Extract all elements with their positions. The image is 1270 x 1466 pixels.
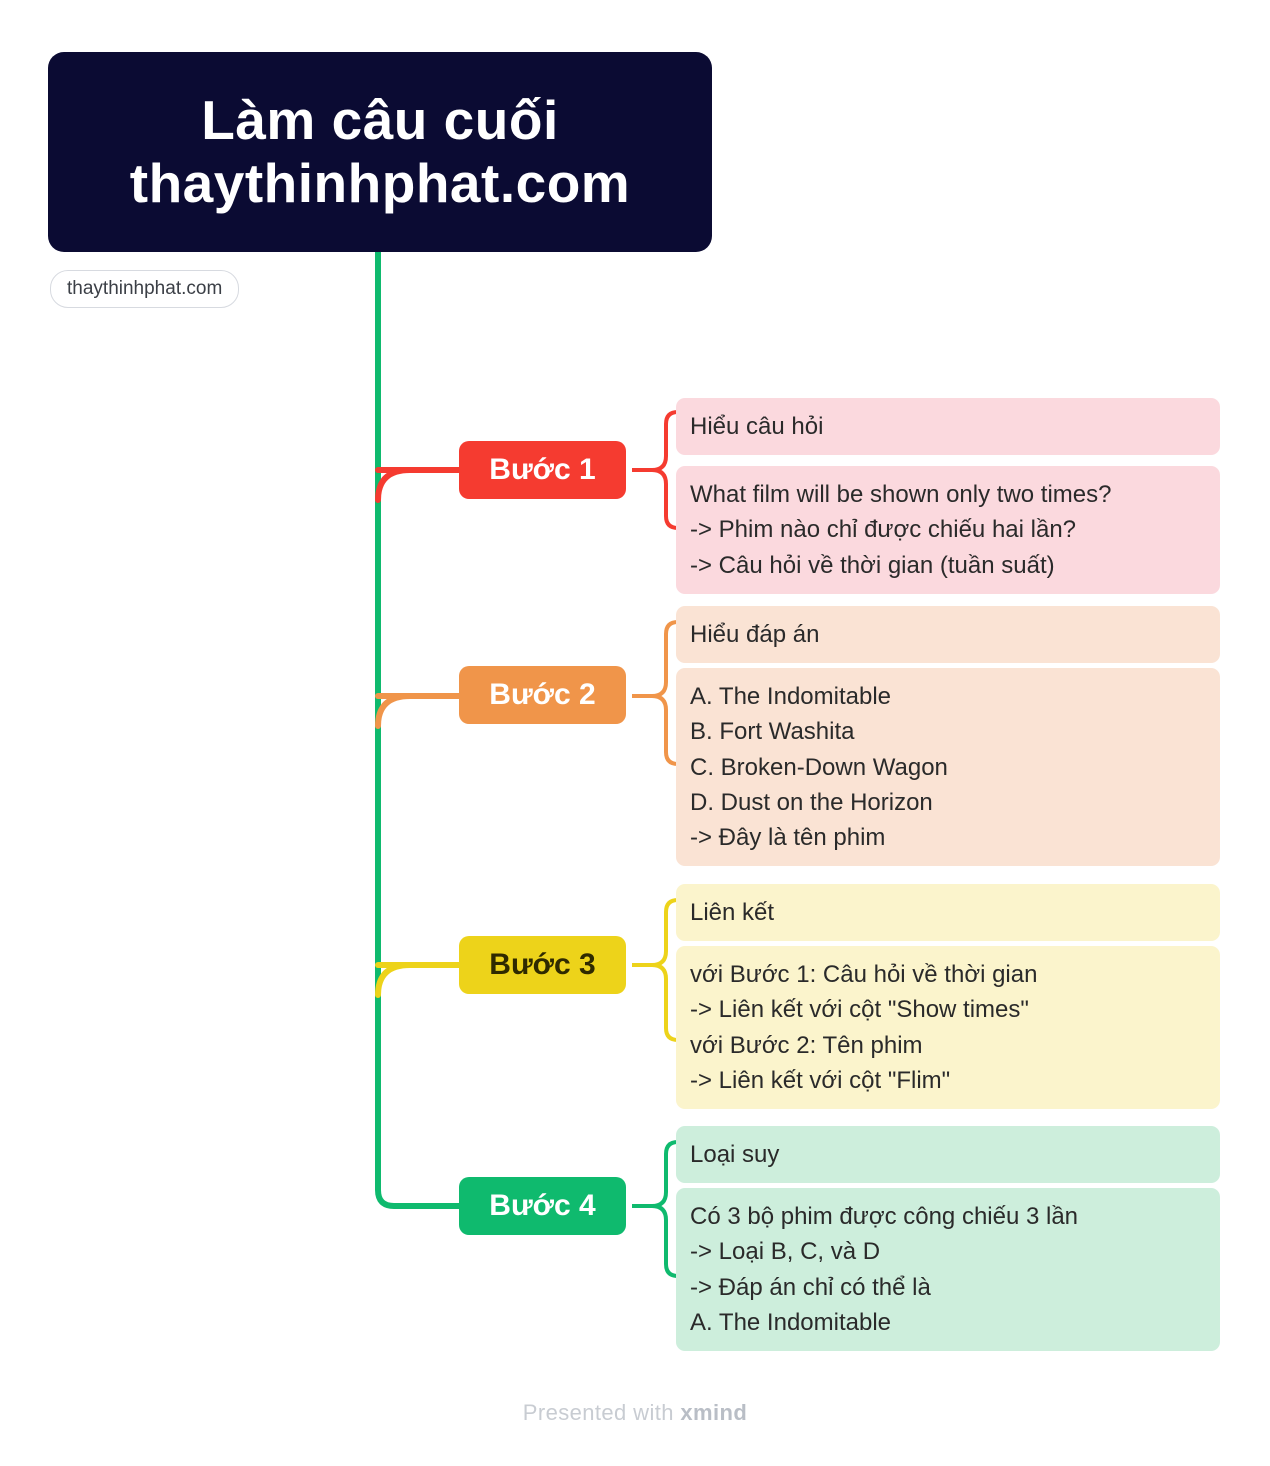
step-3-detail-line-2: -> Liên kết với cột "Show times" — [690, 996, 1029, 1024]
step-3-detail-line-4: -> Liên kết với cột "Flim" — [690, 1066, 951, 1094]
step-2-detail-line-5: -> Đây là tên phim — [690, 824, 886, 852]
step-2-title: Hiểu đáp án — [690, 621, 820, 648]
source-url-chip[interactable]: thaythinhphat.com — [50, 270, 239, 308]
root-node[interactable] — [48, 52, 712, 252]
step-1-detail-line-3: -> Câu hỏi về thời gian (tuần suất) — [690, 551, 1055, 579]
root-title-line1: Làm câu cuối — [201, 88, 559, 151]
step-4-title-card[interactable] — [676, 1126, 1220, 1183]
footer-credit — [0, 1400, 1270, 1426]
step-2-detail-card[interactable] — [676, 668, 1220, 866]
step-4-detail-line-3: -> Đáp án chỉ có thể là — [690, 1273, 931, 1301]
step-2-detail-line-3: C. Broken-Down Wagon — [690, 753, 948, 781]
step-1-detail-line-1: What film will be shown only two times? — [690, 481, 1112, 508]
step-3-title: Liên kết — [690, 899, 775, 926]
step-node-2[interactable]: Bước 2 — [459, 666, 626, 724]
step-3-title-card[interactable] — [676, 884, 1220, 941]
step-2-detail-line-2: B. Fort Washita — [690, 718, 855, 746]
step-4-title: Loại suy — [690, 1141, 780, 1168]
step-4-detail-line-1: Có 3 bộ phim được công chiếu 3 lần — [690, 1203, 1079, 1230]
xmind-brand: xmind — [680, 1400, 748, 1425]
step-1-title: Hiểu câu hỏi — [690, 413, 824, 440]
step-4-detail-card[interactable] — [676, 1188, 1220, 1351]
footer-prefix: Presented with — [522, 1400, 681, 1425]
root-title-line2: thaythinhphat.com — [129, 152, 631, 214]
step-node-3[interactable]: Bước 3 — [459, 936, 626, 994]
step-1-detail-card[interactable] — [676, 466, 1220, 594]
step-2-detail-line-4: D. Dust on the Horizon — [690, 788, 933, 816]
step-3-detail-line-1: với Bước 1: Câu hỏi về thời gian — [690, 961, 1038, 988]
step-3-detail-card[interactable] — [676, 946, 1220, 1109]
step-1-detail-line-2: -> Phim nào chỉ được chiếu hai lần? — [690, 516, 1077, 544]
step-3-detail-line-3: với Bước 2: Tên phim — [690, 1031, 923, 1059]
step-4-detail-line-2: -> Loại B, C, và D — [690, 1238, 881, 1266]
step-node-1[interactable]: Bước 1 — [459, 441, 626, 499]
step-2-title-card[interactable] — [676, 606, 1220, 663]
step-2-detail-line-1: A. The Indomitable — [690, 683, 892, 710]
step-node-4[interactable]: Bước 4 — [459, 1177, 626, 1235]
step-4-detail-line-4: A. The Indomitable — [690, 1308, 892, 1336]
step-1-title-card[interactable] — [676, 398, 1220, 455]
